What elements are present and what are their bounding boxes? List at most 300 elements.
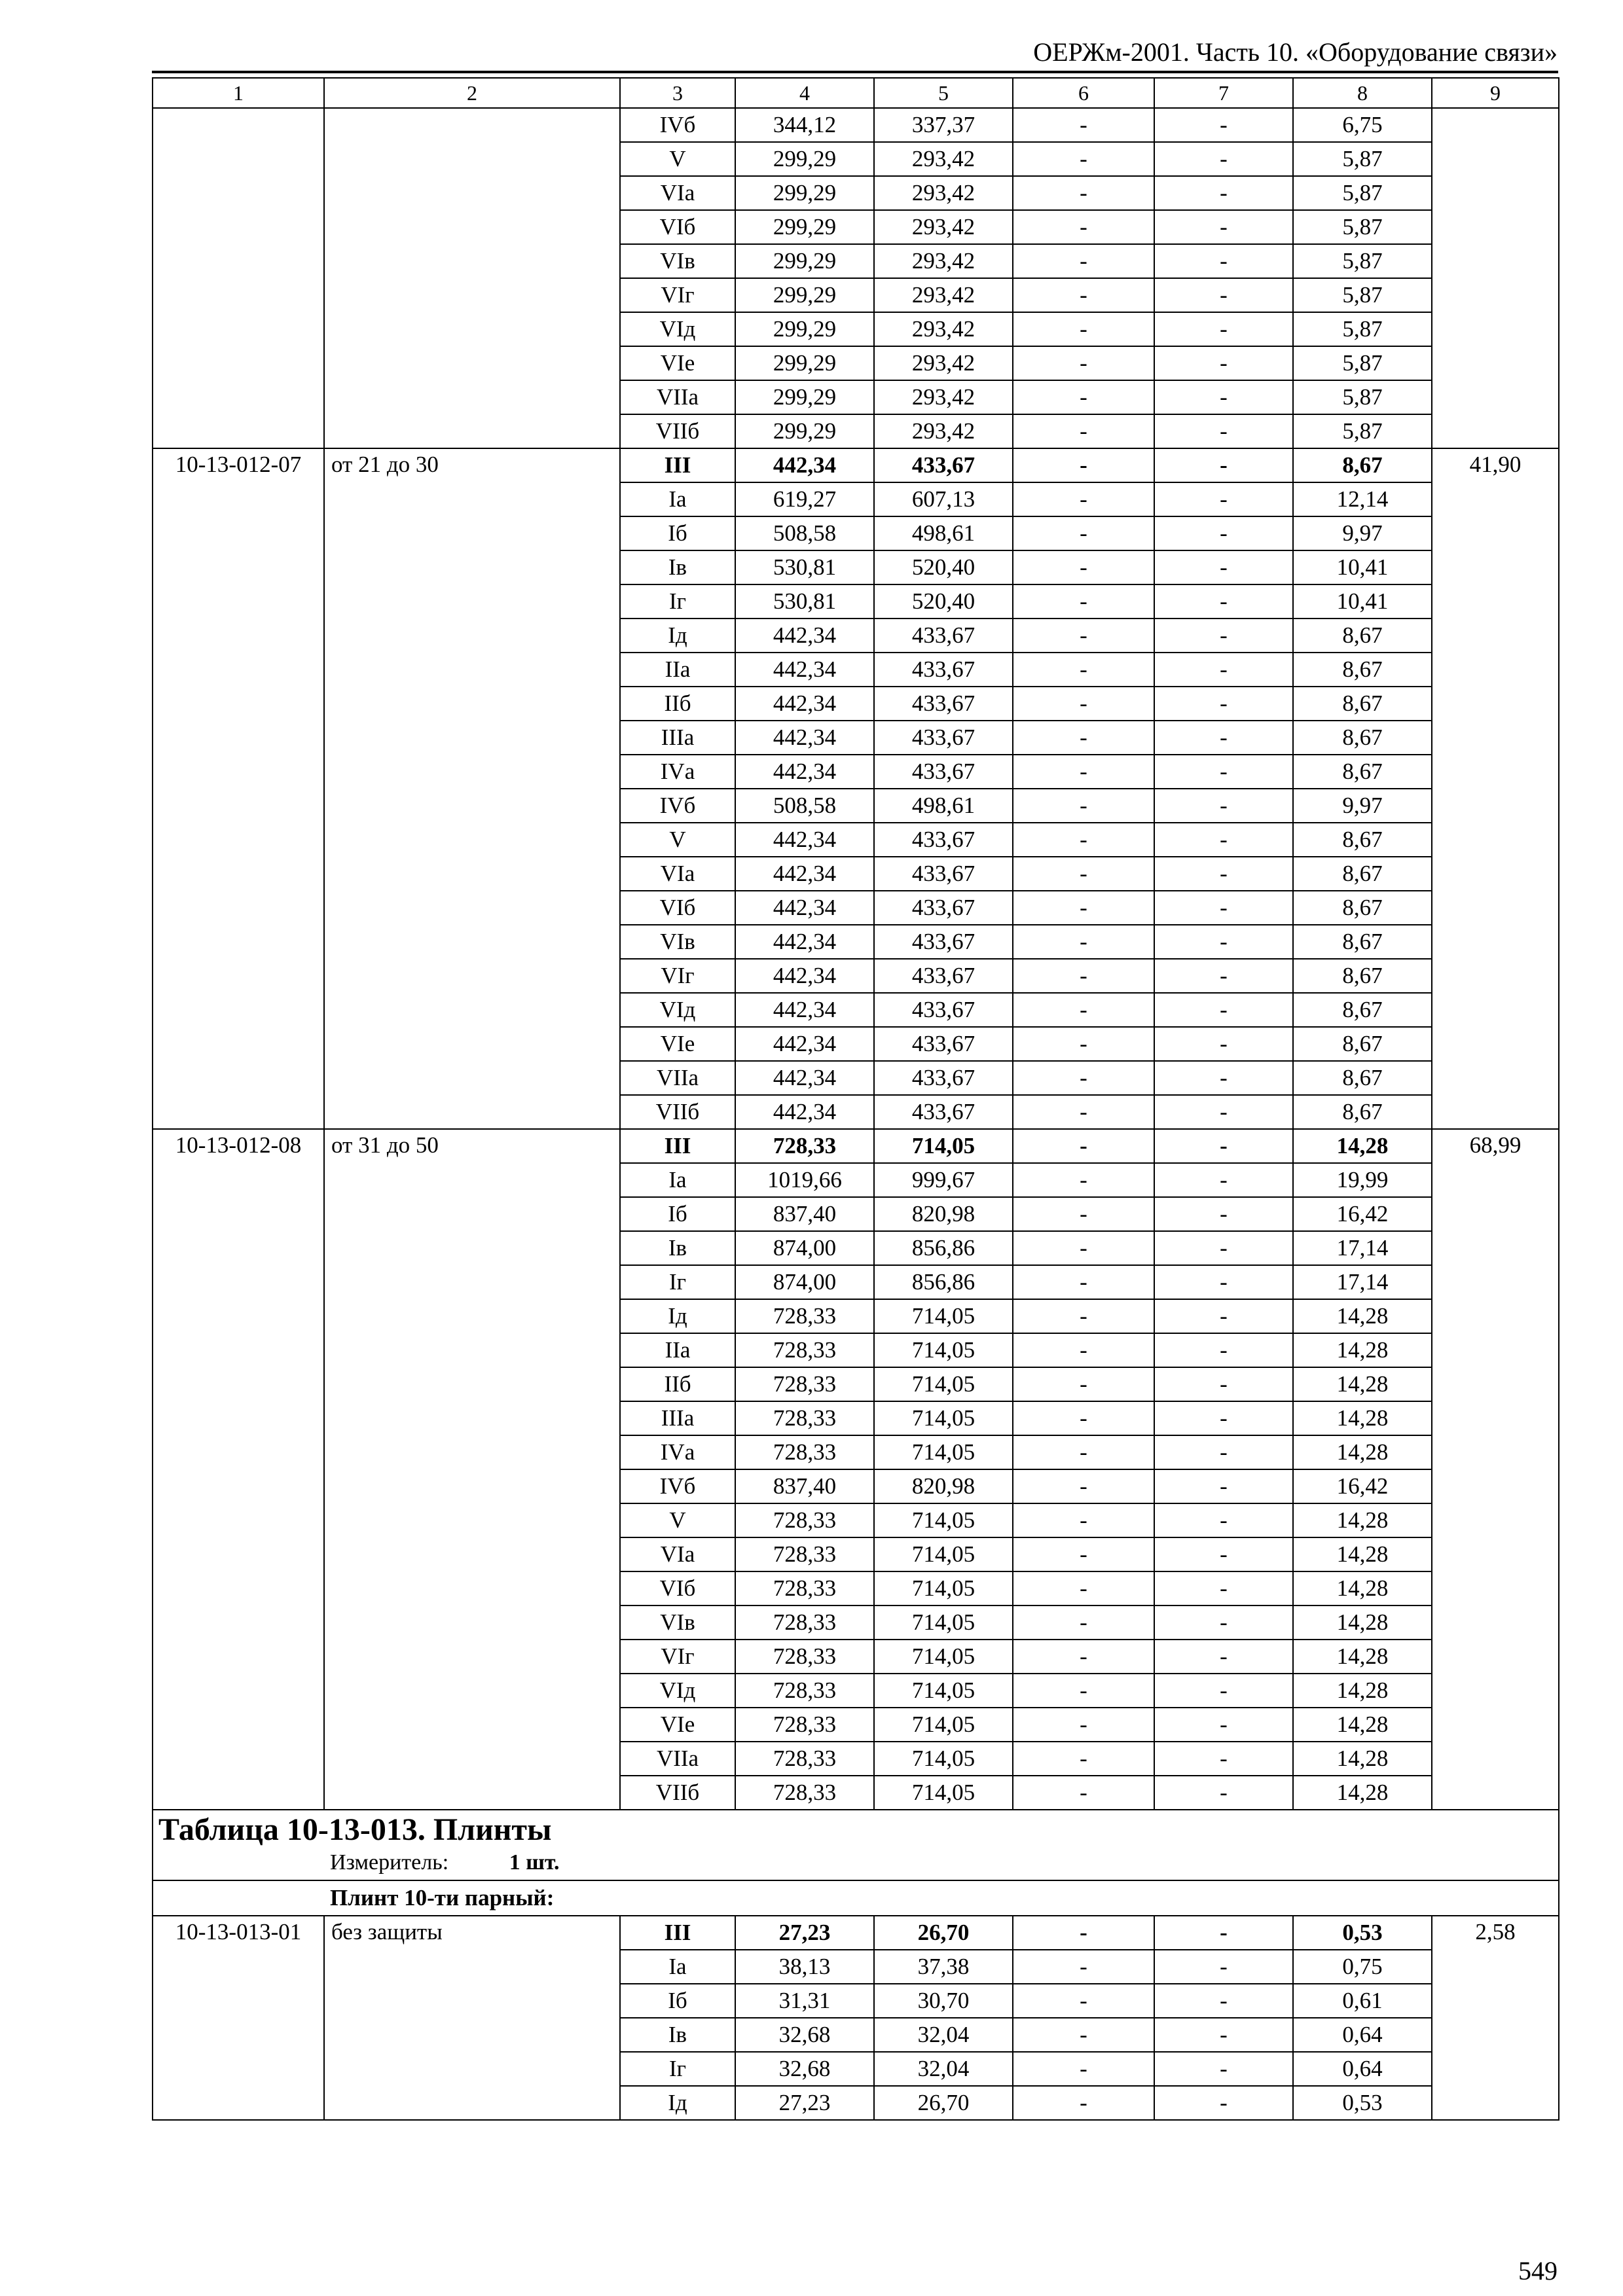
column-number-cell: 2: [324, 78, 620, 108]
value-cell: VIд: [620, 993, 735, 1027]
value-cell: -: [1013, 891, 1154, 925]
value-cell: 714,05: [874, 1708, 1013, 1742]
value-cell: 433,67: [874, 993, 1013, 1027]
value-cell: -: [1013, 1061, 1154, 1095]
value-cell: 5,87: [1293, 414, 1432, 448]
value-cell: -: [1154, 448, 1293, 482]
value-cell: VIд: [620, 1674, 735, 1708]
value-cell: 856,86: [874, 1231, 1013, 1265]
value-cell: 5,87: [1293, 210, 1432, 244]
value-cell: -: [1013, 1537, 1154, 1571]
value-cell: 299,29: [735, 176, 874, 210]
value-cell: -: [1154, 278, 1293, 312]
value-cell: 32,04: [874, 2018, 1013, 2052]
table-row: [153, 448, 1559, 482]
value-cell: 293,42: [874, 312, 1013, 346]
rate-code-cell: 10-13-013-01: [153, 1916, 324, 2120]
value-cell: Iв: [620, 1231, 735, 1265]
value-cell: -: [1013, 380, 1154, 414]
value-cell: 442,34: [735, 448, 874, 482]
rate-description-cell: от 31 до 50: [324, 1129, 620, 1810]
value-cell: VIIа: [620, 1061, 735, 1095]
value-cell: 728,33: [735, 1776, 874, 1810]
value-cell: Iв: [620, 550, 735, 584]
value-cell: 433,67: [874, 1061, 1013, 1095]
value-cell: VIе: [620, 346, 735, 380]
value-cell: 299,29: [735, 312, 874, 346]
table-row: [153, 1916, 1559, 1950]
value-cell: IVб: [620, 1469, 735, 1503]
value-cell: 442,34: [735, 959, 874, 993]
value-cell: -: [1154, 823, 1293, 857]
value-cell: 714,05: [874, 1503, 1013, 1537]
value-cell: III: [620, 1129, 735, 1163]
value-cell: Iб: [620, 1197, 735, 1231]
value-cell: -: [1013, 176, 1154, 210]
value-cell: 293,42: [874, 380, 1013, 414]
rate-code-cell: 10-13-012-08: [153, 1129, 324, 1810]
value-cell: 433,67: [874, 925, 1013, 959]
value-cell: 8,67: [1293, 857, 1432, 891]
value-cell: 714,05: [874, 1674, 1013, 1708]
value-cell: 17,14: [1293, 1231, 1432, 1265]
value-cell: -: [1013, 789, 1154, 823]
value-cell: III: [620, 448, 735, 482]
value-cell: 293,42: [874, 346, 1013, 380]
column-9-cell: [1432, 108, 1559, 448]
value-cell: -: [1013, 346, 1154, 380]
value-cell: -: [1013, 1231, 1154, 1265]
value-cell: -: [1154, 789, 1293, 823]
value-cell: 9,97: [1293, 516, 1432, 550]
value-cell: -: [1013, 1333, 1154, 1367]
rate-code-cell: [153, 108, 324, 448]
value-cell: 728,33: [735, 1640, 874, 1674]
table-section: [153, 1810, 1559, 1916]
value-cell: 433,67: [874, 1095, 1013, 1129]
value-cell: 0,64: [1293, 2018, 1432, 2052]
value-cell: -: [1154, 2018, 1293, 2052]
value-cell: 0,53: [1293, 1916, 1432, 1950]
value-cell: -: [1154, 1469, 1293, 1503]
value-cell: 5,87: [1293, 244, 1432, 278]
value-cell: -: [1154, 1299, 1293, 1333]
value-cell: 8,67: [1293, 721, 1432, 755]
value-cell: VIIа: [620, 1742, 735, 1776]
value-cell: -: [1154, 1916, 1293, 1950]
value-cell: Iг: [620, 2052, 735, 2086]
value-cell: 714,05: [874, 1401, 1013, 1435]
value-cell: 6,75: [1293, 108, 1432, 142]
value-cell: 293,42: [874, 244, 1013, 278]
value-cell: 714,05: [874, 1129, 1013, 1163]
value-cell: 299,29: [735, 414, 874, 448]
value-cell: -: [1013, 1265, 1154, 1299]
value-cell: 8,67: [1293, 1095, 1432, 1129]
value-cell: 344,12: [735, 108, 874, 142]
value-cell: 714,05: [874, 1299, 1013, 1333]
value-cell: Iд: [620, 1299, 735, 1333]
value-cell: -: [1154, 414, 1293, 448]
value-cell: 728,33: [735, 1503, 874, 1537]
value-cell: -: [1154, 1776, 1293, 1810]
value-cell: 714,05: [874, 1571, 1013, 1605]
value-cell: Iг: [620, 584, 735, 619]
value-cell: 14,28: [1293, 1708, 1432, 1742]
value-cell: -: [1013, 1916, 1154, 1950]
value-cell: VIб: [620, 891, 735, 925]
value-cell: -: [1154, 1605, 1293, 1640]
value-cell: 442,34: [735, 687, 874, 721]
value-cell: 32,04: [874, 2052, 1013, 2086]
value-cell: 32,68: [735, 2018, 874, 2052]
value-cell: -: [1013, 244, 1154, 278]
value-cell: -: [1154, 755, 1293, 789]
value-cell: -: [1154, 959, 1293, 993]
value-cell: -: [1013, 2052, 1154, 2086]
value-cell: -: [1154, 1537, 1293, 1571]
value-cell: -: [1154, 1129, 1293, 1163]
value-cell: 293,42: [874, 414, 1013, 448]
value-cell: -: [1013, 1163, 1154, 1197]
page-number: 549: [1518, 2256, 1558, 2286]
value-cell: -: [1013, 448, 1154, 482]
value-cell: 442,34: [735, 823, 874, 857]
value-cell: IVб: [620, 789, 735, 823]
value-cell: 433,67: [874, 653, 1013, 687]
value-cell: 728,33: [735, 1537, 874, 1571]
value-cell: -: [1154, 1231, 1293, 1265]
value-cell: 728,33: [735, 1401, 874, 1435]
value-cell: 714,05: [874, 1605, 1013, 1640]
column-number-cell: 1: [153, 78, 324, 108]
value-cell: 433,67: [874, 1027, 1013, 1061]
value-cell: 498,61: [874, 789, 1013, 823]
value-cell: 714,05: [874, 1776, 1013, 1810]
value-cell: 508,58: [735, 516, 874, 550]
value-cell: 0,64: [1293, 2052, 1432, 2086]
value-cell: V: [620, 823, 735, 857]
value-cell: 14,28: [1293, 1605, 1432, 1640]
value-cell: 299,29: [735, 346, 874, 380]
value-cell: 299,29: [735, 142, 874, 176]
page-header-title: ОЕРЖм-2001. Часть 10. «Оборудование связи»: [1033, 37, 1558, 67]
value-cell: 820,98: [874, 1469, 1013, 1503]
value-cell: 5,87: [1293, 142, 1432, 176]
value-cell: -: [1013, 414, 1154, 448]
value-cell: 299,29: [735, 210, 874, 244]
value-cell: Iг: [620, 1265, 735, 1299]
value-cell: III: [620, 1916, 735, 1950]
value-cell: 14,28: [1293, 1299, 1432, 1333]
value-cell: 16,42: [1293, 1469, 1432, 1503]
header-rule: [152, 71, 1558, 73]
value-cell: -: [1013, 1776, 1154, 1810]
value-cell: 714,05: [874, 1435, 1013, 1469]
value-cell: 8,67: [1293, 448, 1432, 482]
value-cell: Iб: [620, 1984, 735, 2018]
value-cell: V: [620, 142, 735, 176]
rate-description-cell: от 21 до 30: [324, 448, 620, 1129]
value-cell: -: [1154, 1367, 1293, 1401]
value-cell: 32,68: [735, 2052, 874, 2086]
value-cell: 8,67: [1293, 1027, 1432, 1061]
value-cell: -: [1013, 721, 1154, 755]
value-cell: -: [1154, 1027, 1293, 1061]
value-cell: 728,33: [735, 1333, 874, 1367]
value-cell: VIд: [620, 312, 735, 346]
value-cell: 619,27: [735, 482, 874, 516]
value-cell: 607,13: [874, 482, 1013, 516]
value-cell: -: [1013, 1503, 1154, 1537]
value-cell: -: [1013, 1469, 1154, 1503]
value-cell: 8,67: [1293, 993, 1432, 1027]
value-cell: 37,38: [874, 1950, 1013, 1984]
value-cell: -: [1154, 1061, 1293, 1095]
section-cell: [153, 1810, 1559, 1880]
value-cell: -: [1154, 721, 1293, 755]
value-cell: -: [1154, 1984, 1293, 2018]
value-cell: -: [1013, 108, 1154, 142]
value-cell: VIг: [620, 278, 735, 312]
value-cell: 0,75: [1293, 1950, 1432, 1984]
value-cell: 14,28: [1293, 1742, 1432, 1776]
value-cell: 14,28: [1293, 1537, 1432, 1571]
column-number-cell: 8: [1293, 78, 1432, 108]
value-cell: -: [1154, 1401, 1293, 1435]
value-cell: -: [1013, 993, 1154, 1027]
value-cell: -: [1013, 2086, 1154, 2120]
value-cell: 10,41: [1293, 550, 1432, 584]
value-cell: -: [1154, 516, 1293, 550]
column-number-cell: 5: [874, 78, 1013, 108]
column-number-cell: 4: [735, 78, 874, 108]
value-cell: 8,67: [1293, 755, 1432, 789]
subheading-row: [153, 1880, 1559, 1916]
section-title-row: [153, 1810, 1559, 1880]
value-cell: -: [1154, 210, 1293, 244]
value-cell: 874,00: [735, 1231, 874, 1265]
value-cell: -: [1154, 1095, 1293, 1129]
value-cell: -: [1013, 1367, 1154, 1401]
value-cell: VIв: [620, 1605, 735, 1640]
value-cell: 5,87: [1293, 380, 1432, 414]
value-cell: 714,05: [874, 1333, 1013, 1367]
value-cell: -: [1013, 1027, 1154, 1061]
value-cell: -: [1154, 687, 1293, 721]
value-cell: 442,34: [735, 1095, 874, 1129]
value-cell: 299,29: [735, 278, 874, 312]
value-cell: -: [1154, 619, 1293, 653]
value-cell: 9,97: [1293, 789, 1432, 823]
value-cell: IIIа: [620, 721, 735, 755]
value-cell: -: [1013, 755, 1154, 789]
value-cell: 293,42: [874, 142, 1013, 176]
value-cell: -: [1154, 1503, 1293, 1537]
value-cell: VIв: [620, 925, 735, 959]
value-cell: -: [1154, 653, 1293, 687]
value-cell: -: [1154, 1333, 1293, 1367]
column-number-row: [153, 78, 1559, 108]
value-cell: 714,05: [874, 1367, 1013, 1401]
value-cell: -: [1154, 1197, 1293, 1231]
value-cell: 433,67: [874, 959, 1013, 993]
value-cell: 442,34: [735, 993, 874, 1027]
meter-value: 1 шт.: [509, 1850, 560, 1874]
value-cell: 14,28: [1293, 1401, 1432, 1435]
value-cell: 0,53: [1293, 2086, 1432, 2120]
value-cell: -: [1154, 1950, 1293, 1984]
value-cell: VIIб: [620, 414, 735, 448]
value-cell: 520,40: [874, 584, 1013, 619]
value-cell: -: [1154, 584, 1293, 619]
value-cell: VIг: [620, 1640, 735, 1674]
value-cell: 508,58: [735, 789, 874, 823]
value-cell: 8,67: [1293, 1061, 1432, 1095]
value-cell: 999,67: [874, 1163, 1013, 1197]
rates-table: [152, 77, 1559, 2121]
value-cell: VIа: [620, 1537, 735, 1571]
value-cell: 856,86: [874, 1265, 1013, 1299]
subheading: Плинт 10-ти парный:: [153, 1880, 1559, 1916]
value-cell: -: [1013, 1571, 1154, 1605]
value-cell: 442,34: [735, 891, 874, 925]
value-cell: -: [1154, 1674, 1293, 1708]
value-cell: -: [1154, 142, 1293, 176]
value-cell: 5,87: [1293, 312, 1432, 346]
value-cell: 8,67: [1293, 653, 1432, 687]
value-cell: 874,00: [735, 1265, 874, 1299]
rate-description-cell: без защиты: [324, 1916, 620, 2120]
value-cell: 8,67: [1293, 891, 1432, 925]
value-cell: 27,23: [735, 2086, 874, 2120]
value-cell: 0,61: [1293, 1984, 1432, 2018]
value-cell: -: [1154, 1571, 1293, 1605]
value-cell: VIIб: [620, 1776, 735, 1810]
value-cell: -: [1013, 1197, 1154, 1231]
value-cell: 530,81: [735, 550, 874, 584]
value-cell: 714,05: [874, 1537, 1013, 1571]
value-cell: -: [1013, 1435, 1154, 1469]
value-cell: 433,67: [874, 857, 1013, 891]
value-cell: 26,70: [874, 2086, 1013, 2120]
value-cell: 442,34: [735, 857, 874, 891]
value-cell: 820,98: [874, 1197, 1013, 1231]
value-cell: Iа: [620, 1163, 735, 1197]
value-cell: 14,28: [1293, 1674, 1432, 1708]
value-cell: -: [1013, 278, 1154, 312]
value-cell: IIа: [620, 1333, 735, 1367]
value-cell: -: [1013, 687, 1154, 721]
value-cell: 530,81: [735, 584, 874, 619]
value-cell: 5,87: [1293, 346, 1432, 380]
value-cell: 19,99: [1293, 1163, 1432, 1197]
value-cell: Iа: [620, 1950, 735, 1984]
value-cell: 433,67: [874, 687, 1013, 721]
value-cell: -: [1154, 1163, 1293, 1197]
value-cell: VIв: [620, 244, 735, 278]
value-cell: 433,67: [874, 823, 1013, 857]
value-cell: -: [1013, 1640, 1154, 1674]
value-cell: 8,67: [1293, 823, 1432, 857]
value-cell: IVа: [620, 755, 735, 789]
value-cell: 14,28: [1293, 1571, 1432, 1605]
value-cell: -: [1013, 823, 1154, 857]
value-cell: IIIа: [620, 1401, 735, 1435]
value-cell: -: [1013, 925, 1154, 959]
value-cell: -: [1013, 142, 1154, 176]
value-cell: 728,33: [735, 1605, 874, 1640]
value-cell: Iд: [620, 619, 735, 653]
value-cell: 8,67: [1293, 959, 1432, 993]
value-cell: 728,33: [735, 1367, 874, 1401]
value-cell: -: [1154, 2086, 1293, 2120]
section-title: Таблица 10-13-013. Плинты: [158, 1812, 552, 1847]
meter-row: [158, 1850, 1554, 1880]
value-cell: 14,28: [1293, 1367, 1432, 1401]
value-cell: 14,28: [1293, 1640, 1432, 1674]
value-cell: -: [1154, 857, 1293, 891]
value-cell: 498,61: [874, 516, 1013, 550]
value-cell: 433,67: [874, 891, 1013, 925]
value-cell: VIе: [620, 1027, 735, 1061]
value-cell: 728,33: [735, 1742, 874, 1776]
value-cell: 442,34: [735, 925, 874, 959]
value-cell: 442,34: [735, 1061, 874, 1095]
value-cell: Iд: [620, 2086, 735, 2120]
value-cell: -: [1154, 1708, 1293, 1742]
value-cell: -: [1013, 1708, 1154, 1742]
column-9-cell: 41,90: [1432, 448, 1559, 1129]
value-cell: -: [1013, 1129, 1154, 1163]
value-cell: 26,70: [874, 1916, 1013, 1950]
value-cell: 299,29: [735, 380, 874, 414]
value-cell: -: [1013, 550, 1154, 584]
value-cell: -: [1154, 380, 1293, 414]
table-row: [153, 108, 1559, 142]
value-cell: VIIа: [620, 380, 735, 414]
column-9-cell: 68,99: [1432, 1129, 1559, 1810]
value-cell: 837,40: [735, 1469, 874, 1503]
value-cell: -: [1154, 244, 1293, 278]
value-cell: 14,28: [1293, 1129, 1432, 1163]
value-cell: VIг: [620, 959, 735, 993]
value-cell: 14,28: [1293, 1435, 1432, 1469]
value-cell: -: [1013, 584, 1154, 619]
value-cell: 5,87: [1293, 176, 1432, 210]
value-cell: 16,42: [1293, 1197, 1432, 1231]
value-cell: -: [1154, 1640, 1293, 1674]
value-cell: 728,33: [735, 1435, 874, 1469]
meter-label: Измеритель:: [330, 1850, 449, 1874]
column-9-cell: 2,58: [1432, 1916, 1559, 2120]
value-cell: -: [1154, 1742, 1293, 1776]
value-cell: Iв: [620, 2018, 735, 2052]
value-cell: VIб: [620, 1571, 735, 1605]
value-cell: 299,29: [735, 244, 874, 278]
value-cell: -: [1013, 1605, 1154, 1640]
value-cell: -: [1013, 1950, 1154, 1984]
value-cell: Iб: [620, 516, 735, 550]
value-cell: -: [1013, 482, 1154, 516]
value-cell: 8,67: [1293, 687, 1432, 721]
value-cell: -: [1154, 176, 1293, 210]
value-cell: -: [1013, 1984, 1154, 2018]
value-cell: 8,67: [1293, 925, 1432, 959]
value-cell: -: [1154, 2052, 1293, 2086]
value-cell: VIб: [620, 210, 735, 244]
column-number-cell: 7: [1154, 78, 1293, 108]
